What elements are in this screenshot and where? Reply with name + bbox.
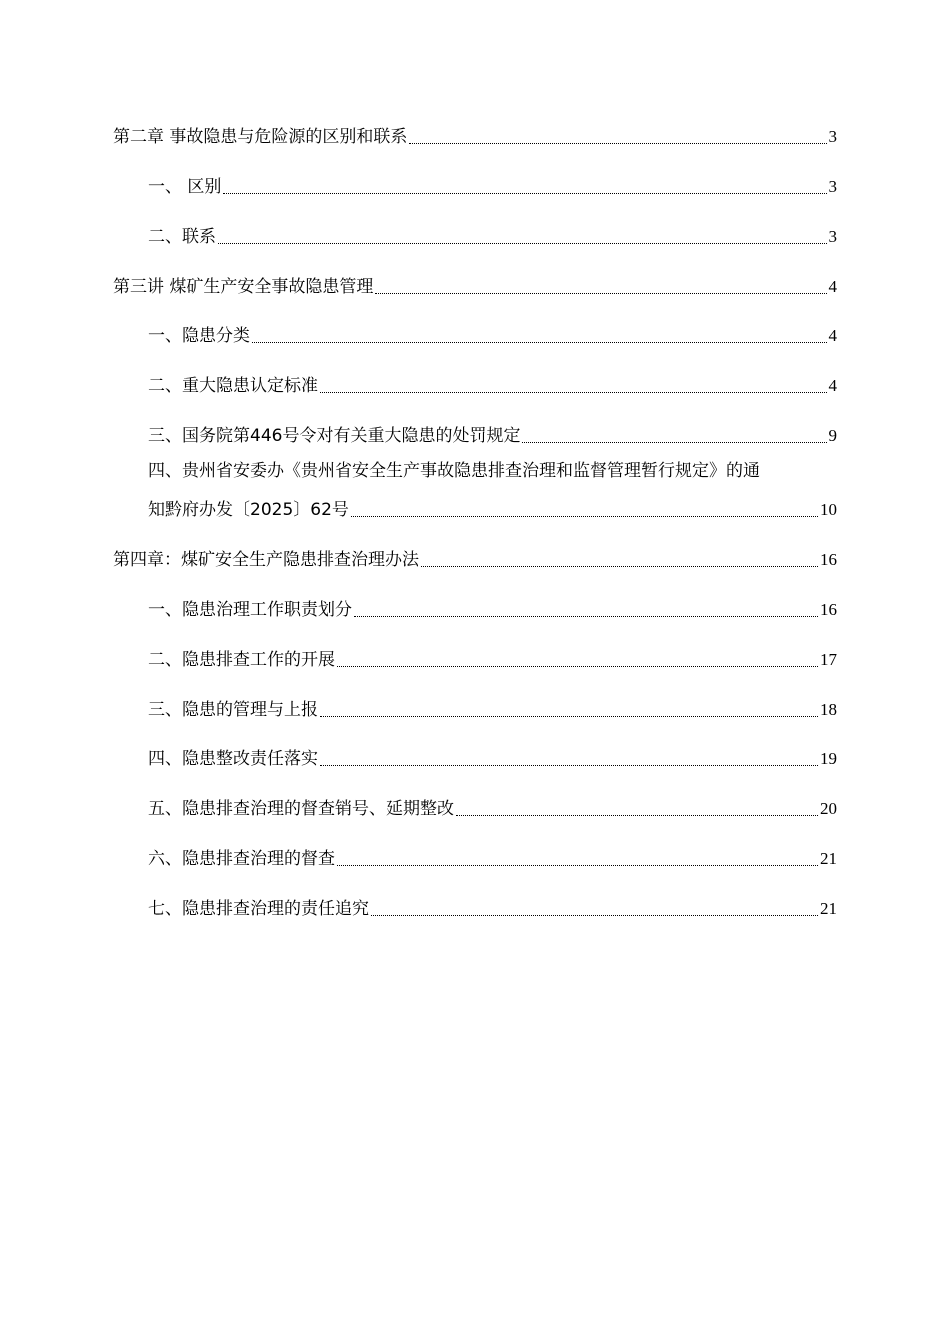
toc-page-number: 16 [820,550,837,569]
toc-entry-title: 三、隐患的管理与上报 [148,700,318,720]
dot-leader [371,915,818,916]
toc-entry-major-hazard-standard[interactable] [148,376,837,396]
dot-leader [320,765,818,766]
toc-entry-guizhou-notice[interactable] [148,500,837,520]
toc-page-number: 3 [828,127,837,146]
toc-page-number: 18 [820,700,837,719]
dot-leader [351,516,818,517]
toc-entry-accountability[interactable] [148,899,837,919]
toc-page-number: 16 [820,600,837,619]
toc-entry-title: 四、贵州省安委办《贵州省安全生产事故隐患排查治理和监督管理暂行规定》的通 [148,461,760,481]
toc-entry-title: 二、隐患排查工作的开展 [148,650,335,670]
toc-entry-title: 第二章 事故隐患与危险源的区别和联系 [113,127,408,147]
toc-entry-title: 第四章：煤矿安全生产隐患排查治理办法 [113,550,419,570]
dot-leader [421,566,818,567]
dot-leader [320,392,827,393]
toc-page-number: 3 [828,227,837,246]
dot-leader [320,716,818,717]
dot-leader [375,293,826,294]
toc-page-number: 4 [828,376,837,395]
toc-entry-chapter-2[interactable] [113,127,837,147]
toc-entry-inspection-work[interactable] [148,650,837,670]
toc-entry-supervision[interactable] [148,849,837,869]
toc-entry-management-reporting[interactable] [148,700,837,720]
toc-entry-chapter-4[interactable] [113,550,837,570]
toc-page-number: 4 [828,277,837,296]
dot-leader [337,865,818,866]
toc-entry-title-continued: 知黔府办发〔2025〕62号 [148,500,349,520]
toc-page-number: 21 [820,899,837,918]
toc-page-number: 19 [820,749,837,768]
toc-entry-title: 三、国务院第446号令对有关重大隐患的处罚规定 [148,426,521,446]
dot-leader [337,666,818,667]
toc-entry-title: 一、 区别 [148,177,222,197]
toc-entry-lecture-3[interactable] [113,277,837,297]
toc-entry-title: 七、隐患排查治理的责任追究 [148,899,369,919]
toc-page-number: 21 [820,849,837,868]
toc-entry-title: 一、隐患分类 [148,326,250,346]
dot-leader [223,193,826,194]
toc-entry-title: 四、隐患整改责任落实 [148,749,318,769]
dot-leader [522,442,826,443]
toc-page-number: 10 [820,500,837,519]
toc-entry-connection[interactable] [148,227,837,247]
toc-entry-guizhou-notice-line1[interactable] [148,461,760,481]
toc-entry-title: 二、重大隐患认定标准 [148,376,318,396]
toc-entry-title: 第三讲 煤矿生产安全事故隐患管理 [113,277,374,297]
toc-page-number: 9 [828,426,837,445]
toc-entry-hazard-classification[interactable] [148,326,837,346]
toc-entry-title: 一、隐患治理工作职责划分 [148,600,352,620]
toc-entry-responsibilities[interactable] [148,600,837,620]
dot-leader [218,243,827,244]
toc-page-number: 17 [820,650,837,669]
toc-entry-decree-446[interactable] [148,426,837,446]
toc-entry-difference[interactable] [148,177,837,197]
toc-page-number: 3 [828,177,837,196]
toc-entry-title: 二、联系 [148,227,216,247]
dot-leader [252,342,827,343]
toc-page-number: 20 [820,799,837,818]
toc-entry-supervision-closure[interactable] [148,799,837,819]
toc-entry-rectification-responsibility[interactable] [148,749,837,769]
toc-entry-title: 五、隐患排查治理的督查销号、延期整改 [148,799,454,819]
dot-leader [409,143,826,144]
dot-leader [456,815,818,816]
toc-entry-title: 六、隐患排查治理的督查 [148,849,335,869]
toc-page-number: 4 [828,326,837,345]
dot-leader [354,616,818,617]
